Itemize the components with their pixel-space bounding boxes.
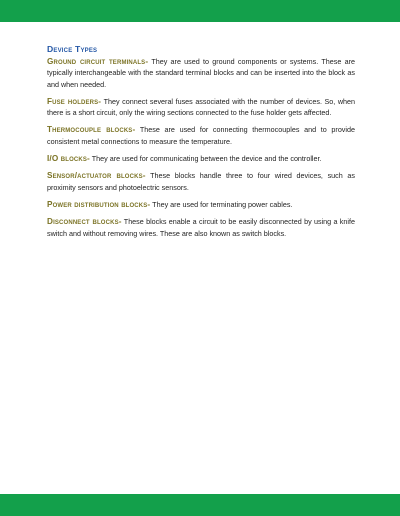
document-body	[47, 44, 355, 245]
desc-sensor-actuator-blocks: These blocks handle three to four wired devices, such as proximity sensors and photoelectric sensors.	[47, 171, 355, 192]
entry-disconnect-blocks	[47, 216, 355, 239]
term-disconnect-blocks: Disconnect blocks-	[47, 217, 122, 227]
bottom-green-band	[0, 494, 400, 516]
term-io-blocks: I/O blocks-	[47, 154, 90, 164]
term-ground-circuit-terminals: Ground circuit terminals-	[47, 57, 149, 66]
term-sensor-actuator-blocks: Sensor/actuator blocks-	[47, 171, 146, 181]
desc-ground-circuit-terminals: They are used to ground components or systems. These are typically interchangeable with the standard terminal blocks and can be inserted into the block as and when needed.	[47, 57, 355, 89]
entry-io-blocks	[47, 153, 355, 164]
entry-thermocouple-blocks	[47, 124, 355, 147]
desc-disconnect-blocks: These blocks enable a circuit to be easily disconnected by using a knife switch and without removing wires. These are also known as switch blocks.	[47, 217, 355, 238]
top-green-band	[0, 0, 400, 22]
desc-io-blocks: They are used for communicating between the device and the controller.	[89, 154, 322, 164]
desc-fuse-holders: They connect several fuses associated with the number of devices. So, when there is a short circuit, only the wiring sections connected to the fuse holder gets affected.	[47, 96, 356, 118]
desc-power-distribution-blocks: They are used for terminating power cables.	[150, 199, 293, 209]
section-title: Device Types	[47, 44, 98, 54]
entry-sensor-actuator-blocks	[47, 170, 355, 193]
desc-thermocouple-blocks: These are used for connecting thermocouples and to provide consistent metal connections to measure the temperature.	[47, 125, 355, 146]
term-fuse-holders: Fuse holders-	[47, 96, 102, 106]
entry-power-distribution-blocks	[47, 199, 355, 210]
entry-fuse-holders	[47, 96, 355, 119]
term-thermocouple-blocks: Thermocouple blocks-	[47, 125, 136, 135]
entry-ground-circuit-terminals	[47, 56, 355, 90]
term-power-distribution-blocks: Power distribution blocks-	[47, 199, 151, 209]
